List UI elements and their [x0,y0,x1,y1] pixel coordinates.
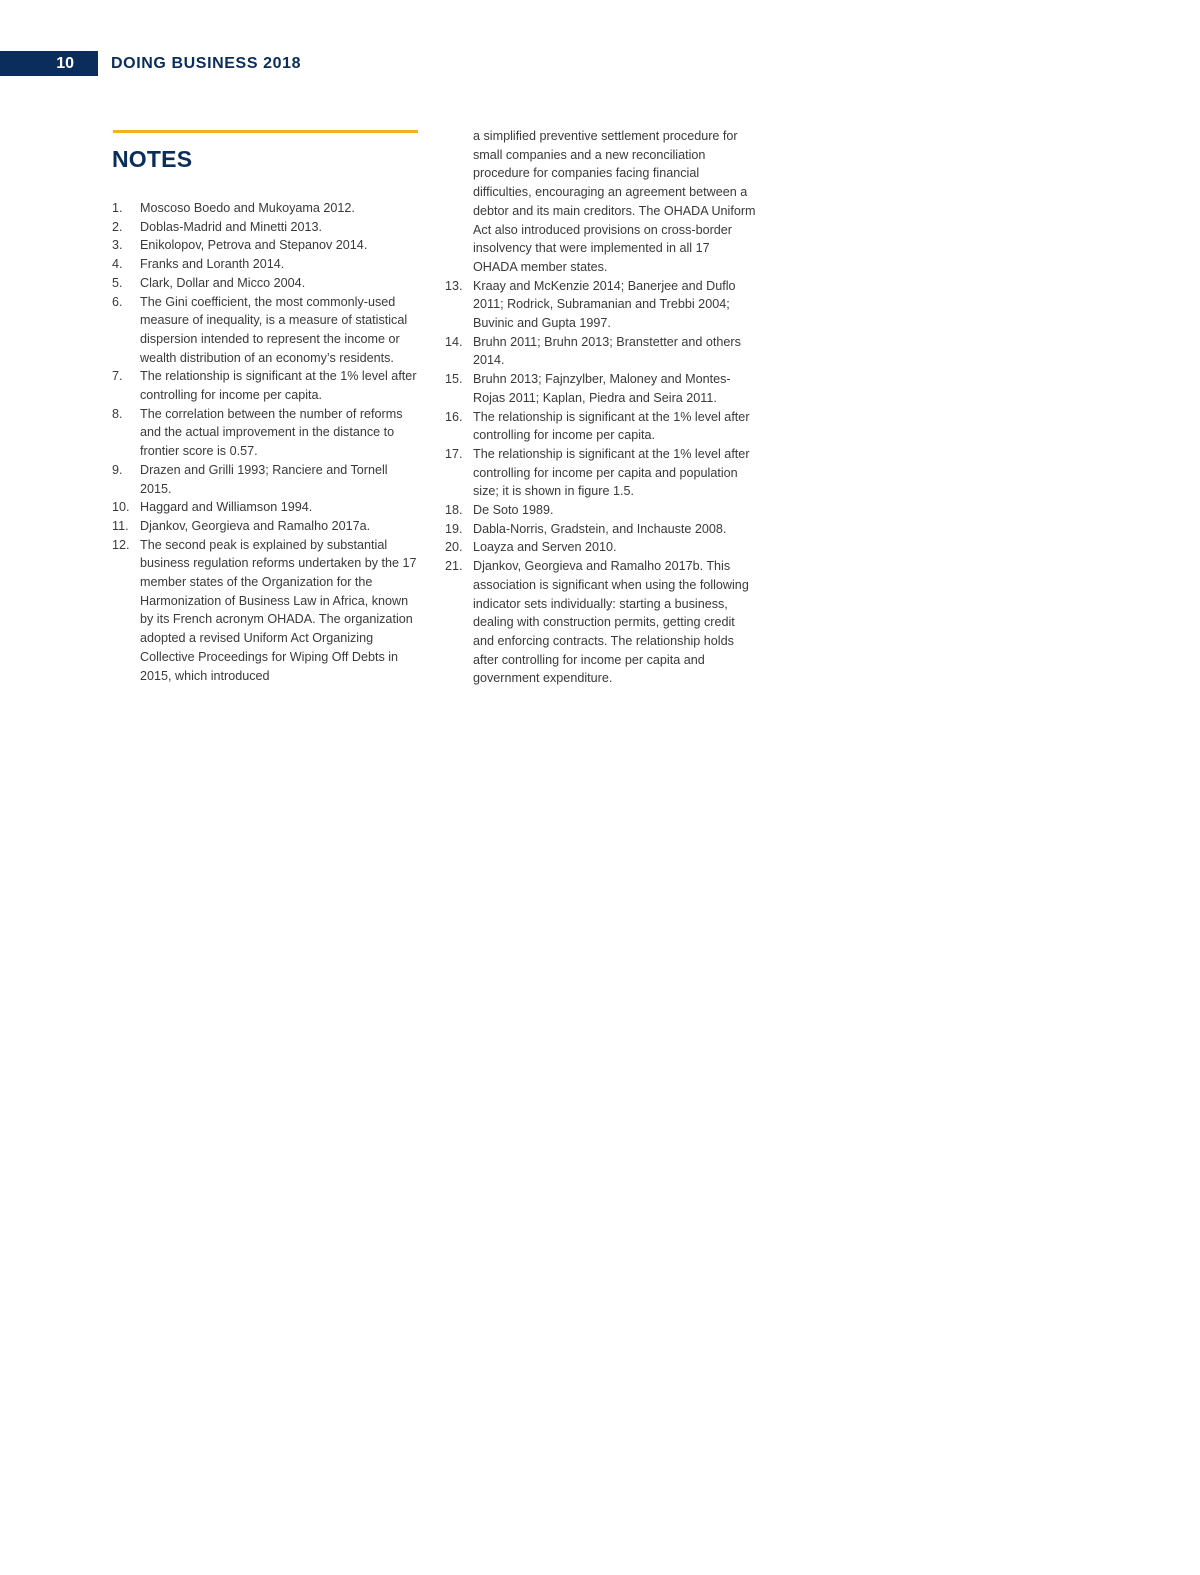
note-item [112,517,422,536]
note-item [112,255,422,274]
running-title: DOING BUSINESS 2018 [111,55,302,72]
note-number: 13. [445,278,463,293]
note-number: 5. [112,275,123,290]
note-item [445,445,757,501]
note-text: Loayza and Serven 2010. [473,540,617,555]
note-item [445,520,757,539]
note-number: 15. [445,372,463,387]
note-text: Dabla-Norris, Gradstein, and Inchauste 2008. [473,521,727,536]
note-item [112,293,422,368]
note-number: 9. [112,462,123,477]
notes-column-left [112,199,422,685]
note-item [112,236,422,255]
note-text: The Gini coefficient, the most commonly-used measure of inequality, is a measure of statistical dispersion intended to represent the income or wealth distribution of an economy’s residents. [140,294,408,365]
note-item [112,199,422,218]
note-number: 19. [445,521,463,536]
note-text: Enikolopov, Petrova and Stepanov 2014. [140,238,368,253]
note-text: Kraay and McKenzie 2014; Banerjee and Duflo 2011; Rodrick, Subramanian and Trebbi 2004; Buvinic and Gupta 1997. [473,278,736,331]
note-text: The second peak is explained by substantial business regulation reforms undertaken by the 17 member states of the Organization for the Harmonization of Business Law in Africa, known by its French acronym OHADA. The organization adopted a revised Uniform Act Organizing Collective Proceedings for Wiping Off Debts in 2015, which introduced [140,537,417,683]
note-item [445,277,757,333]
note-number: 16. [445,409,463,424]
page-number: 10 [0,51,98,76]
note-number: 4. [112,257,123,272]
note-text: Bruhn 2011; Bruhn 2013; Branstetter and others 2014. [473,334,741,368]
note-number: 8. [112,406,123,421]
note-item [112,405,422,461]
note-number: 11. [112,518,129,533]
note-item [445,370,757,407]
note-text: The relationship is significant at the 1% level after controlling for income per capita. [473,409,750,443]
note-item [445,501,757,520]
note-continuation: a simplified preventive settlement procedure for small companies and a new reconciliation procedure for companies facing financial difficulties, encouraging an agreement between a debtor and its main creditors. The OHADA Uniform Act also introduced provisions on cross-border insolvency that were implemented in all 17 OHADA member states. [473,129,756,274]
note-item [445,538,757,557]
note-item [112,536,422,686]
note-text: The correlation between the number of reforms and the actual improvement in the distance to frontier score is 0.57. [140,406,403,459]
note-number: 12. [112,537,130,552]
note-text: Franks and Loranth 2014. [140,257,285,272]
note-number: 1. [112,201,123,215]
note-item [112,461,422,498]
note-number: 17. [445,446,463,461]
note-number: 18. [445,503,463,518]
note-item [112,498,422,517]
note-text: De Soto 1989. [473,503,554,518]
note-number: 21. [445,559,463,574]
note-number: 14. [445,334,463,349]
note-number: 20. [445,540,463,555]
note-text: The relationship is significant at the 1% level after controlling for income per capita. [140,369,417,403]
notes-heading: NOTES [112,146,193,172]
note-text: The relationship is significant at the 1% level after controlling for income per capita and population size; it is shown in figure 1.5. [473,446,750,499]
notes-column-right [445,127,757,688]
note-number: 7. [112,369,123,384]
note-number: 10. [112,500,130,515]
note-text: Clark, Dollar and Micco 2004. [140,275,306,290]
note-number: 6. [112,294,123,309]
note-item [112,274,422,293]
note-text: Doblas-Madrid and Minetti 2013. [140,219,323,234]
note-text: Bruhn 2013; Fajnzylber, Maloney and Montes-Rojas 2011; Kaplan, Piedra and Seira 2011. [473,372,731,405]
section-divider [113,130,418,133]
note-text: Moscoso Boedo and Mukoyama 2012. [140,201,355,215]
note-item [445,408,757,445]
note-text: Djankov, Georgieva and Ramalho 2017b. This association is significant when using the following indicator sets individually: starting a business, dealing with construction permits, getting credit and enforcing contracts. The relationship holds after controlling for income per capita and government expenditure. [473,559,749,686]
note-item [112,218,422,237]
note-text: Drazen and Grilli 1993; Ranciere and Tornell 2015. [140,462,388,496]
note-number: 3. [112,238,123,253]
note-text: Haggard and Williamson 1994. [140,500,313,515]
note-item [445,557,757,688]
note-text: Djankov, Georgieva and Ramalho 2017a. [140,518,371,533]
note-number: 2. [112,219,123,234]
note-item [112,367,422,404]
note-item [445,333,757,370]
